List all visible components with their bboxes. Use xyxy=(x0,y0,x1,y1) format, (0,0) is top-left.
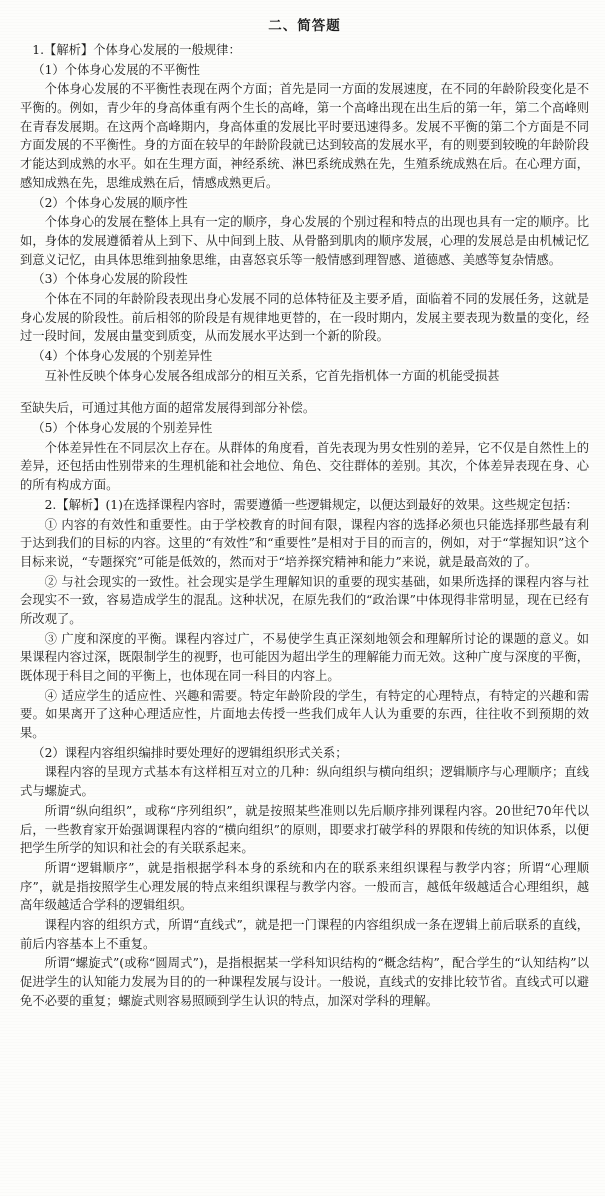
paragraph: 个体在不同的年龄阶段表现出身心发展不同的总体特征及主要矛盾，面临着不同的发展任务，这就是身心发展的阶段性。前后相邻的阶段是有规律地更替的，在一段时期内，发展主要表现为数量的变化，经过一段时间，发展由量变到质变，从而发展水平达到一个新的阶段。 xyxy=(20,291,589,344)
paragraph: （5）个体身心发展的个别差异性 xyxy=(32,421,213,436)
paragraph: 所谓“螺旋式”(或称“圆周式”)，是指根据某一学科知识结构的“概念结构”，配合学生的“认知结构”以促进学生的认知能力发展为目的的一种课程发展与设计。一般说，直线式的安排比较节省。直线式可以避免不必要的重复；螺旋式则容易照顾到学生认识的特点，加深对学科的理解。 xyxy=(20,956,589,1008)
paragraph: （1）个体身心发展的不平衡性 xyxy=(32,62,200,77)
section-heading: 二、简答题 xyxy=(268,18,341,34)
page-break-gap xyxy=(20,386,589,399)
paragraph: 所谓“逻辑顺序”，就是指根据学科本身的系统和内在的联系来组织课程与教学内容；所谓“心理顺序”，就是指按照学生心理发展的特点来组织课程与教学内容。一般而言，越低年级越适合心理组织，越高年级越适合学科的逻辑组织。 xyxy=(20,860,589,913)
paragraph: 至缺失后，可通过其他方面的超常发展得到部分补偿。 xyxy=(20,401,316,416)
paragraph: 课程内容的组织方式，所谓“直线式”，就是把一门课程的内容组织成一条在逻辑上前后联系的直线，前后内容基本上不重复。 xyxy=(20,917,589,951)
paragraph: 1.【解析】个体身心发展的一般规律： xyxy=(32,43,241,57)
paragraph: 所谓“纵向组织”，或称“序列组织”，就是按照某些准则以先后顺序排列课程内容。20世纪70年代以后，一些教育家开始强调课程内容的“横向组织”的原则，即要求打破学科的界限和传统的知识体系，以便把学生所学的知识和社会的有关联系起来。 xyxy=(20,803,589,856)
paragraph: （2）个体身心发展的顺序性 xyxy=(32,195,188,210)
paragraph: 课程内容的呈现方式基本有这样相互对立的几种：纵向组织与横向组织；逻辑顺序与心理顺序；直线式与螺旋式。 xyxy=(20,765,589,799)
paragraph: 互补性反映个体身心发展各组成部分的相互关系，它首先指机体一方面的机能受损甚 xyxy=(44,368,500,383)
paragraph: 个体差异性在不同层次上存在。从群体的角度看，首先表现为男女性别的差异，它不仅是自然性上的差异，还包括由性别带来的生理机能和社会地位、角色、交往群体的差别。其次，个体差异表现在身、心的所有构成方面。 xyxy=(20,440,589,493)
paragraph: （2）课程内容组织编排时要处理好的逻辑组织形式关系； xyxy=(32,745,348,760)
paragraph: 个体身心发展的不平衡性表现在两个方面；首先是同一方面的发展速度，在不同的年龄阶段变化是不平衡的。例如，青少年的身高体重有两个生长的高峰，第一个高峰出现在出生后的第一年，第二个高峰则在青春发展期。在这两个高峰期内，身高体重的发展比平时要迅速得多。发展不平衡的第二个方面是不同方面发展的不平衡性。身的方面在较早的年龄阶段就已达到较高的发展水平，有的则要到较晚的年龄阶段才能达到成熟的水平。如在生理方面，神经系统、淋巴系统成熟在先，生殖系统成熟在后。在心理方面，感知成熟在先，思维成熟在后，情感成熟更后。 xyxy=(20,82,589,190)
paragraph: （4）个体身心发展的个别差异性 xyxy=(32,349,213,363)
paragraph: 2.【解析】(1)在选择课程内容时，需要遵循一些逻辑规定，以便达到最好的效果。这些规定包括： xyxy=(44,497,578,512)
paragraph: ③ 广度和深度的平衡。课程内容过广，不易使学生真正深刻地领会和理解所讨论的课题的意义。如果课程内容过深，既限制学生的视野，也可能因为超出学生的理解能力而无效。这种广度与深度的平衡，既体现于科目之间的平衡上，也体现在同一科目的内容上。 xyxy=(20,631,589,683)
paragraph: ② 与社会现实的一致性。社会现实是学生理解知识的重要的现实基础，如果所选择的课程内容与社会现实不一致，容易造成学生的混乱。这种状况，在原先我们的“政治课”中体现得非常明显，现在已经有所改观了。 xyxy=(20,574,589,626)
paragraph: ① 内容的有效性和重要性。由于学校教育的时间有限，课程内容的选择必须也只能选择那些最有利于达到我们的目标的内容。这里的“有效性”和“重要性”是相对于目的而言的，例如，对于“掌握知识”这个目标来说，“专题探究”可能是低效的，然而对于“培养探究精神和能力”来说，就是最高效的了。 xyxy=(20,517,589,569)
paragraph: ④ 适应学生的适应性、兴趣和需要。特定年龄阶段的学生，有特定的心理特点，有特定的兴趣和需要。如果离开了这种心理适应性，片面地去传授一些我们成年人认为重要的东西，往往收不到预期的效果。 xyxy=(20,688,589,741)
paragraph: 个体身心的发展在整体上具有一定的顺序，身心发展的个别过程和特点的出现也具有一定的顺序。比如，身体的发展遵循着从上到下、从中间到上肢、从骨骼到肌肉的顺序发展，心理的发展总是由机械记忆到意义记忆，由具体思维到抽象思维，由喜怒哀乐等一般情感到理智感、道德感、美感等复杂情感。 xyxy=(20,215,589,267)
paragraph: （3）个体身心发展的阶段性 xyxy=(32,272,188,287)
